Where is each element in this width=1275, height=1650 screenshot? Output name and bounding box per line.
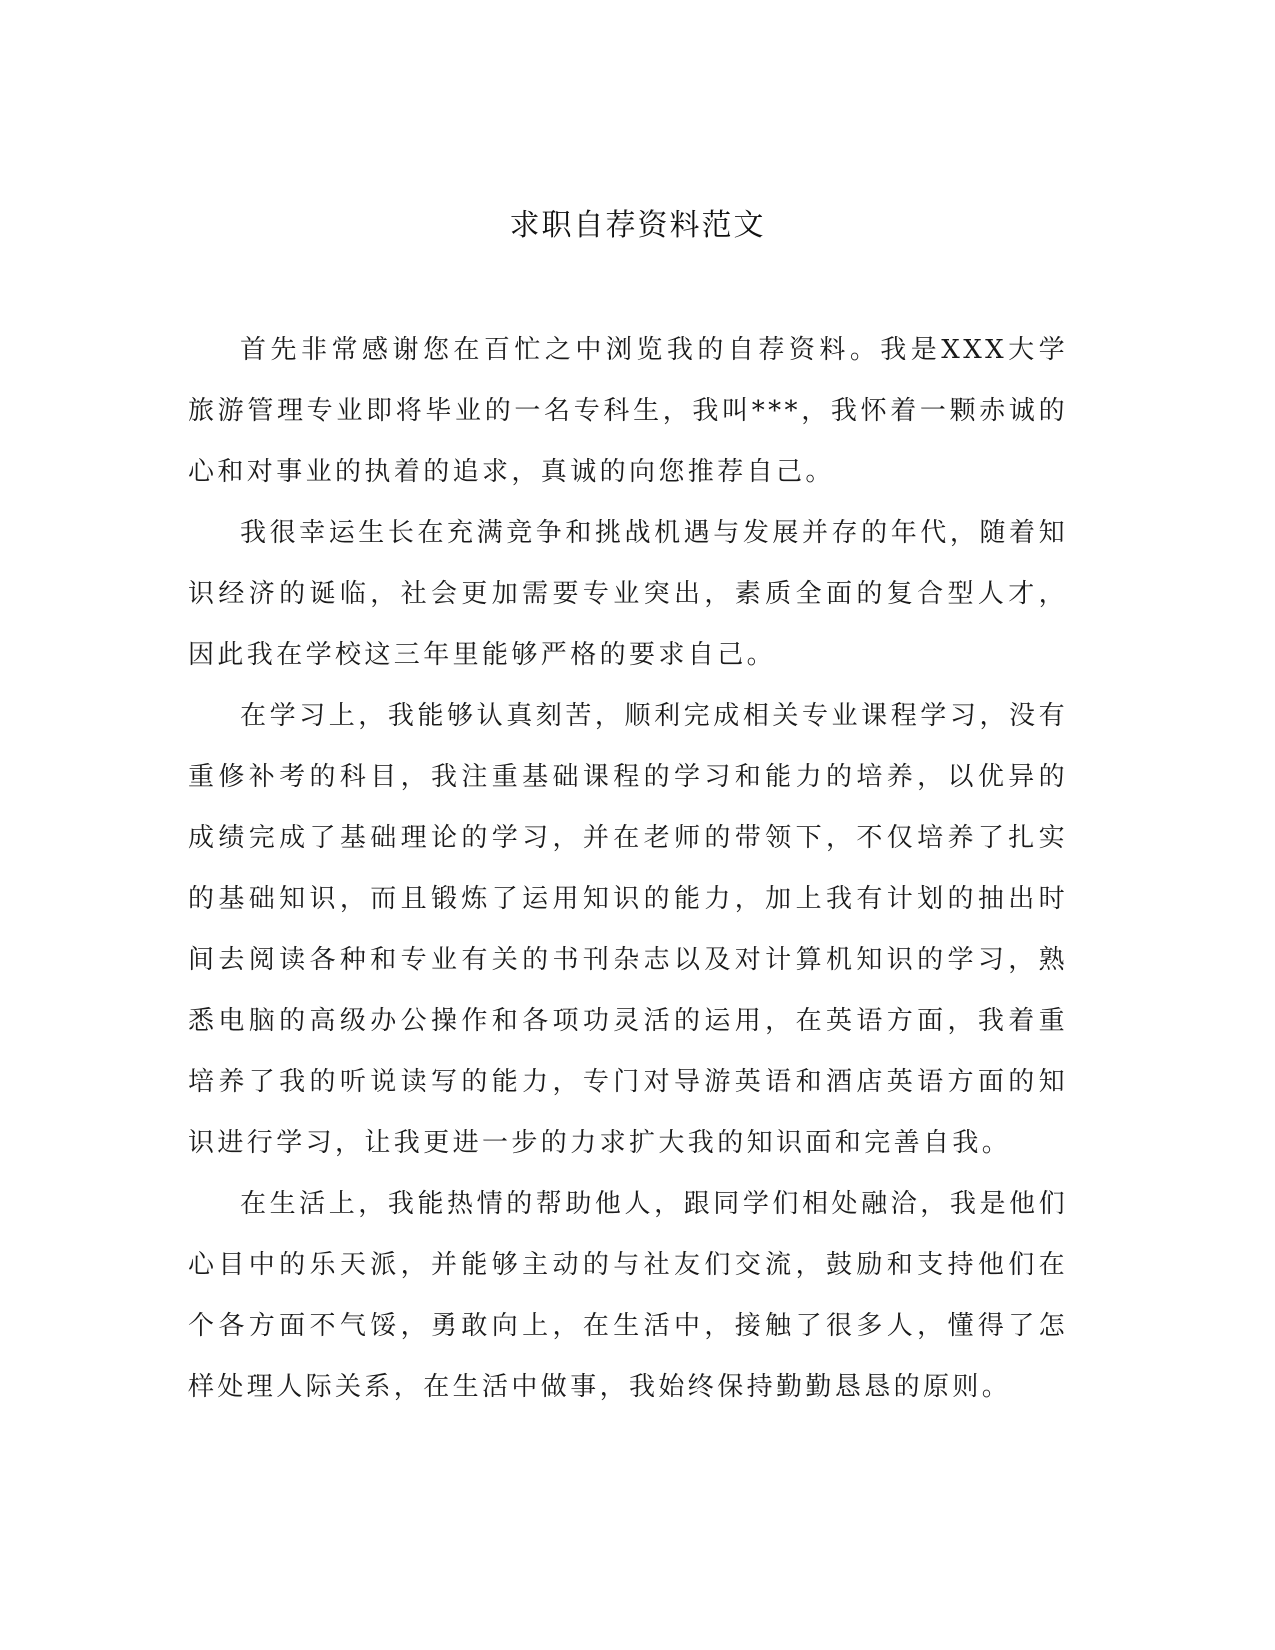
document-title: 求职自荐资料范文 [509, 208, 766, 243]
paragraph-intro: 首先非常感谢您在百忙之中浏览我的自荐资料。我是XXX大学旅游管理专业即将毕业的一名专科生，我叫***，我怀着一颗赤诚的心和对事业的执着的追求，真诚的向您推荐自己。 [188, 335, 1068, 487]
document-body [188, 320, 1068, 1418]
paragraph-study: 在学习上，我能够认真刻苦，顺利完成相关专业课程学习，没有重修补考的科目，我注重基础课程的学习和能力的培养，以优异的成绩完成了基础理论的学习，并在老师的带领下，不仅培养了扎实的基础知识，而且锻炼了运用知识的能力，加上我有计划的抽出时间去阅读各种和专业有关的书刊杂志以及对计算机知识的学习，熟悉电脑的高级办公操作和各项功灵活的运用，在英语方面，我着重培养了我的听说读写的能力，专门对导游英语和酒店英语方面的知识进行学习，让我更进一步的力求扩大我的知识面和完善自我。 [188, 701, 1068, 1158]
paragraph-background: 我很幸运生长在充满竞争和挑战机遇与发展并存的年代，随着知识经济的诞临，社会更加需要专业突出，素质全面的复合型人才，因此我在学校这三年里能够严格的要求自己。 [188, 518, 1068, 670]
paragraph-life: 在生活上，我能热情的帮助他人，跟同学们相处融洽，我是他们心目中的乐天派，并能够主动的与社友们交流，鼓励和支持他们在个各方面不气馁，勇敢向上，在生活中，接触了很多人，懂得了怎样处理人际关系，在生活中做事，我始终保持勤勤恳恳的原则。 [188, 1189, 1068, 1402]
